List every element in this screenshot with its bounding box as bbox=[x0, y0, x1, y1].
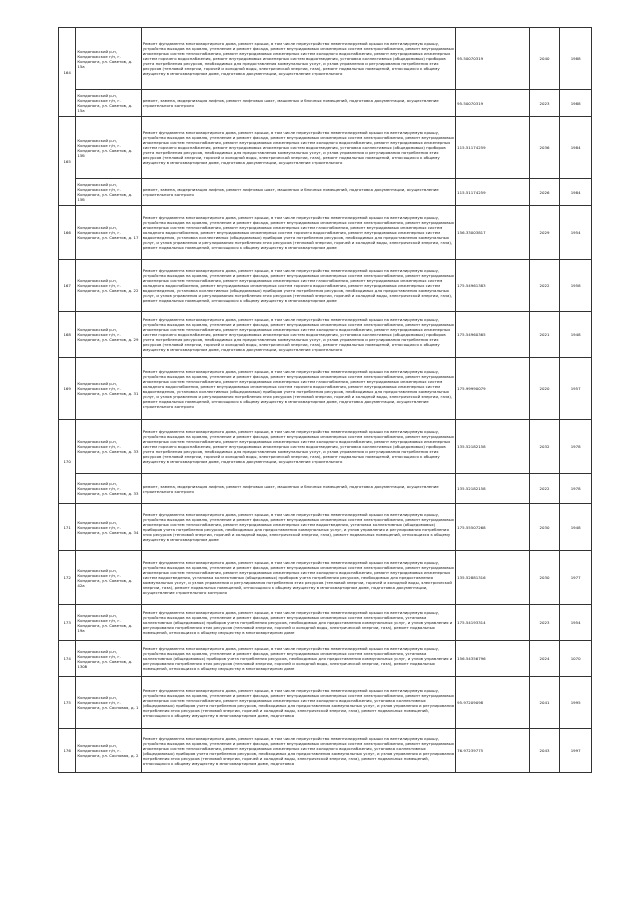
planned-year-cell-text: 2030 bbox=[539, 575, 550, 580]
address-cell bbox=[76, 179, 141, 206]
build-year-cell-text: 1948 bbox=[570, 524, 581, 530]
cost-cell-text: 156.33003817 bbox=[457, 230, 486, 235]
address-cell-text: Кондопожский р-н, Кондопожское г/п, г. Кондопога, ул. Советов, д. 17 bbox=[77, 225, 139, 240]
cost-cell-text: 175.99990079 bbox=[457, 386, 486, 391]
cost-cell-text: 175.54961383 bbox=[457, 283, 486, 288]
cost-cell bbox=[456, 90, 530, 117]
address-cell-text: Кондопожский р-н, Кондопожское г/п, г. Кондопога, ул. Советов, д. 31 bbox=[77, 381, 139, 396]
build-year-cell-text: 1984 bbox=[570, 145, 581, 150]
capital-repair-table bbox=[58, 27, 592, 773]
planned-year-cell bbox=[529, 605, 560, 641]
address-cell bbox=[76, 312, 141, 358]
work-description-cell-text: ремонт, замена, модернизация лифтов, ремонт лифтовых шахт, машинных и блочных помещений, подготовка документации, осуществление строительного контроля bbox=[142, 98, 439, 108]
work-description-cell bbox=[141, 206, 455, 260]
address-cell bbox=[76, 605, 141, 641]
build-year-cell bbox=[560, 677, 592, 729]
cost-cell-text: 115.51174259 bbox=[457, 145, 486, 150]
build-year-cell bbox=[560, 420, 592, 474]
work-description-cell bbox=[141, 551, 455, 605]
planned-year-cell-text: 2032 bbox=[539, 444, 550, 449]
table-row bbox=[59, 179, 592, 206]
cost-cell bbox=[456, 641, 530, 677]
work-description-cell-text: Ремонт фундамента многоквартирного дома, ремонт крыши, в том числе переустройство невентилируемой крыши на вентилируемую крышу, устройство выходов на кровлю, утепление и ремонт фасада, ремонт внутридомовых инженерных систем электроснабжения, ремонт внутридомовых инженерных систем теплоснабжения, ремонт внутридомовых инженерных систем холодного водоснабжения, ремонт внутридомовых инженерных систем горячего водоснабжения, ремонт внутридомовых инженерных систем водоотведения, установка коллективных (общедомовых) приборов учета потребления ресурсов, необходимых для предоставления коммунальных услуг, и узлов управления и регулирования потребления этих ресурсов (тепловой энергии, горячей и холодной воды, электрической энергии, газа), ремонт подвальных помещений, относящихся к общему имуществу в многоквартирном доме, подготовка документации, осуществление строительного bbox=[142, 317, 454, 352]
planned-year-cell bbox=[529, 28, 560, 90]
cost-cell-text: 156.54356796 bbox=[457, 656, 486, 661]
row-number-cell: 176 bbox=[59, 729, 76, 773]
address-cell-text: Кондопожский р-н, Кондопожское г/п, г. Кондопога, ул. Советов, д. 29 bbox=[77, 327, 139, 342]
planned-year-cell bbox=[529, 312, 560, 358]
cost-cell bbox=[456, 206, 530, 260]
table-row bbox=[59, 641, 592, 677]
build-year-cell bbox=[560, 90, 592, 117]
cost-cell-text: 135.52182158 bbox=[457, 486, 486, 491]
build-year-cell bbox=[560, 312, 592, 358]
cost-cell bbox=[456, 729, 530, 773]
row-number-cell: 167 bbox=[59, 260, 76, 312]
cost-cell bbox=[456, 605, 530, 641]
build-year-cell bbox=[560, 605, 592, 641]
planned-year-cell-text: 2043 bbox=[539, 748, 550, 753]
row-number-cell: 173 bbox=[59, 605, 76, 641]
cost-cell-text: 76.97239775 bbox=[457, 748, 484, 753]
work-description-cell bbox=[141, 90, 455, 117]
work-description-cell bbox=[141, 312, 455, 358]
cost-cell bbox=[456, 117, 530, 179]
planned-year-cell bbox=[529, 504, 560, 551]
work-description-cell bbox=[141, 641, 455, 677]
cost-cell-text: 95.50070319 bbox=[457, 100, 484, 106]
address-cell-text: Кондопожский р-н, Кондопожское г/п, г. Кондопога, ул. Советов, д. 33 bbox=[77, 481, 139, 496]
address-cell-text: Кондопожский р-н, Кондопожское г/п, г. Кондопога, ул. Советов, д. 22 bbox=[77, 278, 139, 293]
build-year-cell bbox=[560, 358, 592, 420]
row-number-cell: 175 bbox=[59, 677, 76, 729]
address-cell bbox=[76, 677, 141, 729]
table-body bbox=[59, 28, 592, 773]
work-description-cell-text: Ремонт фундамента многоквартирного дома, ремонт крыши, в том числе переустройство невентилируемой крыши на вентилируемую крышу, устройство выходов на кровлю, утепление и ремонт фасада, ремонт внутридомовых инженерных систем электроснабжения, ремонт внутридомовых инженерных систем теплоснабжения, ремонт внутридомовых инженерных систем холодного водоснабжения, ремонт внутридомовых инженерных систем горячего водоснабжения, ремонт внутридомовых инженерных систем водоотведения, установка коллективных (общедомовых) приборов учета потребления ресурсов, необходимых для предоставления коммунальных услуг, и узлов управления и регулирования потребления этих ресурсов (тепловой энергии, горячей и холодной воды, электрической энергии, газа), ремонт подвальных помещений, относящихся к общему имуществу в многоквартирном доме, подготовка документации, осуществление строительного bbox=[142, 130, 454, 165]
build-year-cell-text: 1995 bbox=[570, 700, 581, 705]
work-description-cell-text: Ремонт фундамента многоквартирного дома, ремонт крыши, в том числе переустройство невентилируемой крыши на вентилируемую крышу, устройство выходов на кровлю, утепление и ремонт фасада, ремонт внутридомовых инженерных систем электроснабжения, ремонт внутридомовых инженерных систем теплоснабжения, ремонт внутридомовых инженерных систем газоснабжения, ремонт внутридомовых инженерных систем холодного водоснабжения, ремонт внутридомовых инженерных систем горячего водоснабжения, ремонт внутридомовых инженерных систем водоотведения, установка коллективных (общедомовых) приборов учета потребления ресурсов, необходимых для предоставления коммунальных услуг, и узлов управления и регулирования потребления этих ресурсов (тепловой энергии, горячей и холодной воды, электрической энергии, газа), ремонт подвальных помещений, относящихся к общему имуществу в многоквартирном доме, подготовка документации, осуществление строительного контроля bbox=[142, 368, 454, 409]
address-cell-text: Кондопожский р-н, Кондопожское г/п, г. Кондопога, ул. Советов, д. 130б bbox=[77, 648, 133, 669]
address-cell bbox=[76, 117, 141, 179]
work-description-cell bbox=[141, 677, 455, 729]
address-cell-text: Кондопожский р-н, Кондопожское г/п, г. Кондопога, ул. Советов, д. 33 bbox=[77, 439, 139, 454]
work-description-cell bbox=[141, 420, 455, 474]
address-cell bbox=[76, 358, 141, 420]
cost-cell-text: 175.54960365 bbox=[457, 332, 486, 337]
work-description-cell-text: ремонт, замена, модернизация лифтов, ремонт лифтовых шахт, машинных и блочных помещений, подготовка документации, осуществление строительного контроля bbox=[142, 483, 439, 494]
planned-year-cell-text: 2029 bbox=[539, 230, 550, 235]
work-description-cell-text: Ремонт фундамента многоквартирного дома, ремонт крыши, в том числе переустройство невентилируемой крыши на вентилируемую крышу, устройство выходов на кровлю, утепление и ремонт фасада, ремонт внутридомовых инженерных систем электроснабжения, ремонт внутридомовых инженерных систем теплоснабжения, ремонт внутридомовых инженерных систем холодного водоснабжения, ремонт внутридомовых инженерных систем водоотведения, установка коллективных (общедомовых) приборов учета потребления ресурсов, необходимых для предоставления коммунальных услуг, и узлов управления и регулирования потребления этих ресурсов (тепловой энергии, горячей и холодной воды, электрической энергии, газа), ремонт подвальных помещений, относящихся к общему имуществу в многоквартирном доме, подготовка документации, осуществление строительного контроля bbox=[142, 560, 454, 595]
row-number-cell: 166 bbox=[59, 206, 76, 260]
build-year-cell-text: 1948 bbox=[570, 332, 581, 337]
work-description-cell-text: Ремонт фундамента многоквартирного дома, ремонт крыши, в том числе переустройство невентилируемой крыши на вентилируемую крышу, устройство выходов на кровлю, утепление и ремонт фасада, ремонт внутридомовых инженерных систем электроснабжения, установка коллективных (общедомовых) приборов учета потребления ресурсов, необходимых для предоставления коммунальных услуг, и узлов управления и регулирования потребления этих ресурсов (тепловой энергии, горячей и холодной воды, электрической энергии, газа), ремонт подвальных помещений, относящихся к общему имуществу в многоквартирном доме bbox=[142, 610, 453, 635]
address-cell bbox=[76, 551, 141, 605]
work-description-cell-text: Ремонт фундамента многоквартирного дома, ремонт крыши, в том числе переустройство невентилируемой крыши на вентилируемую крышу, устройство выходов на кровлю, утепление и ремонт фасада, ремонт внутридомовых инженерных систем электроснабжения, установка коллективных (общедомовых) приборов учета потребления ресурсов, необходимых для предоставления коммунальных услуг, и узлов управления и регулирования потребления этих ресурсов (тепловой энергии, горячей и холодной воды, электрической энергии, газа), ремонт подвальных помещений, относящихся к общему имуществу в многоквартирном доме bbox=[142, 646, 453, 671]
work-description-cell-text: Ремонт фундамента многоквартирного дома, ремонт крыши, в том числе переустройство невентилируемой крыши на вентилируемую крышу, устройство выходов на кровлю, утепление и ремонт фасада, ремонт внутридомовых инженерных систем электроснабжения, ремонт внутридомовых инженерных систем теплоснабжения, ремонт внутридомовых инженерных систем газоснабжения, ремонт внутридомовых инженерных систем холодного водоснабжения, ремонт внутридомовых инженерных систем горячего водоснабжения, ремонт внутридомовых инженерных систем водоотведения, установка коллективных (общедомовых) приборов учета потребления ресурсов, необходимых для предоставления коммунальных услуг, и узлов управления и регулирования потребления этих ресурсов (тепловой энергии, горячей и холодной воды, электрической энергии, газа), ремонт подвальных помещений, относящихся к общему имуществу в многоквартирном доме bbox=[142, 215, 454, 250]
address-cell bbox=[76, 504, 141, 551]
address-cell bbox=[76, 420, 141, 474]
work-description-cell-text: Ремонт фундамента многоквартирного дома, ремонт крыши, в том числе переустройство невентилируемой крыши на вентилируемую крышу, устройство выходов на кровлю, утепление и ремонт фасада, ремонт внутридомовых инженерных систем электроснабжения, ремонт внутридомовых инженерных систем теплоснабжения, ремонт внутридомовых инженерных систем водоотведения, установка коллективных (общедомовых) приборов учета потребления ресурсов, необходимых для предоставления коммунальных услуг, и узлов управления и регулирования потребления этих ресурсов (тепловой энергии, горячей и холодной воды, электрической энергии, газа), ремонт подвальных помещений, относящихся к общему имуществу в многоквартирном доме bbox=[142, 512, 454, 542]
address-cell-text: Кондопожский р-н, Кондопожское г/п, г. Кондопога, ул. Советов, д. 19а bbox=[77, 612, 133, 633]
cost-cell bbox=[456, 420, 530, 474]
build-year-cell-text: 1954 bbox=[570, 620, 581, 625]
planned-year-cell-text: 2036 bbox=[539, 145, 550, 150]
cost-cell bbox=[456, 179, 530, 206]
cost-cell bbox=[456, 504, 530, 551]
planned-year-cell-text: 2023 bbox=[539, 100, 550, 106]
build-year-cell-text: 1997 bbox=[570, 748, 581, 753]
table-row bbox=[59, 504, 592, 551]
table-row bbox=[59, 551, 592, 605]
planned-year-cell-text: 2022 bbox=[539, 283, 550, 288]
work-description-cell bbox=[141, 358, 455, 420]
build-year-cell-text: 1958 bbox=[570, 283, 581, 288]
build-year-cell-text: 1070 bbox=[570, 656, 581, 661]
cost-cell bbox=[456, 28, 530, 90]
build-year-cell bbox=[560, 260, 592, 312]
build-year-cell bbox=[560, 206, 592, 260]
build-year-cell-text: 1954 bbox=[570, 230, 581, 235]
table-row bbox=[59, 677, 592, 729]
table-row bbox=[59, 358, 592, 420]
table-row bbox=[59, 420, 592, 474]
work-description-cell-text: Ремонт фундамента многоквартирного дома, ремонт крыши, в том числе переустройство невентилируемой крыши на вентилируемую крышу, устройство выходов на кровлю, утепление и ремонт фасада, ремонт внутридомовых инженерных систем электроснабжения, ремонт внутридомовых инженерных систем теплоснабжения, ремонт внутридомовых инженерных систем холодного водоснабжения, ремонт внутридомовых инженерных систем горячего водоснабжения, ремонт внутридомовых инженерных систем водоотведения, установка коллективных (общедомовых) приборов учета потребления ресурсов, необходимых для предоставления коммунальных услуг, и узлов управления и регулирования потребления этих ресурсов (тепловой энергии, горячей и холодной воды, электрической энергии, газа), ремонт подвальных помещений, относящихся к общему имуществу в многоквартирном доме, подготовка документации, осуществление строительного bbox=[142, 41, 454, 76]
address-cell bbox=[76, 206, 141, 260]
address-cell-text: Кондопожский р-н, Кондопожское г/п, г. Кондопога, ул. Советов, д. 15б bbox=[77, 137, 133, 158]
build-year-cell bbox=[560, 28, 592, 90]
address-cell-text: Кондопожский р-н, Кондопожское г/п, г. Кондопога, ул. Советов, д. 15а bbox=[77, 93, 133, 113]
build-year-cell bbox=[560, 551, 592, 605]
table-row bbox=[59, 260, 592, 312]
address-cell-text: Кондопожский р-н, Кондопожское г/п, г. Кондопога, ул. Советов, д. 15а bbox=[77, 48, 133, 69]
planned-year-cell-text: 2024 bbox=[539, 656, 550, 661]
build-year-cell bbox=[560, 729, 592, 773]
cost-cell bbox=[456, 551, 530, 605]
cost-cell bbox=[456, 677, 530, 729]
row-number-cell: 169 bbox=[59, 358, 76, 420]
row-number-cell: 171 bbox=[59, 504, 76, 551]
planned-year-cell bbox=[529, 117, 560, 179]
planned-year-cell-text: 2026 bbox=[539, 189, 550, 195]
cost-cell-text: 135.52182158 bbox=[457, 444, 486, 449]
address-cell-text: Кондопожский р-н, Кондопожское г/п, г. Кондопога, ул. Сосновая, д. 1 bbox=[77, 695, 139, 710]
row-number-cell: 172 bbox=[59, 551, 76, 605]
cost-cell bbox=[456, 312, 530, 358]
work-description-cell-text: Ремонт фундамента многоквартирного дома, ремонт крыши, в том числе переустройство невентилируемой крыши на вентилируемую крышу, устройство выходов на кровлю, утепление и ремонт фасада, ремонт внутридомовых инженерных систем электроснабжения, ремонт внутридомовых инженерных систем теплоснабжения, ремонт внутридомовых инженерных систем холодного водоснабжения, ремонт внутридомовых инженерных систем горячего водоснабжения, ремонт внутридомовых инженерных систем водоотведения, установка коллективных (общедомовых) приборов учета потребления ресурсов, необходимых для предоставления коммунальных услуг, и узлов управления и регулирования потребления этих ресурсов (тепловой энергии, горячей и холодной воды, электрической энергии, газа), ремонт подвальных помещений, относящихся к общему имуществу в многоквартирном доме, подготовка документации, осуществление строительного bbox=[142, 429, 454, 464]
address-cell-text: Кондопожский р-н, Кондопожское г/п, г. Кондопога, ул. Сосновая, д. 2 bbox=[77, 743, 139, 758]
address-cell-text: Кондопожский р-н, Кондопожское г/п, г. Кондопога, ул. Советов, д. 15б bbox=[77, 182, 133, 202]
work-description-cell bbox=[141, 260, 455, 312]
planned-year-cell bbox=[529, 641, 560, 677]
cost-cell-text: 115.51174259 bbox=[457, 189, 486, 195]
planned-year-cell bbox=[529, 420, 560, 474]
address-cell bbox=[76, 260, 141, 312]
build-year-cell-text: 1957 bbox=[570, 386, 581, 391]
work-description-cell bbox=[141, 179, 455, 206]
planned-year-cell-text: 2030 bbox=[539, 524, 550, 530]
cost-cell-text: 95.50070319 bbox=[457, 56, 484, 61]
address-cell-text: Кондопожский р-н, Кондопожское г/п, г. Кондопога, ул. Советов, д. 42а bbox=[77, 567, 133, 588]
row-number-cell: 164 bbox=[59, 28, 76, 117]
planned-year-cell-text: 2023 bbox=[539, 620, 550, 625]
row-number-cell: 165 bbox=[59, 117, 76, 206]
work-description-cell bbox=[141, 117, 455, 179]
address-cell bbox=[76, 641, 141, 677]
work-description-cell bbox=[141, 504, 455, 551]
table-row bbox=[59, 28, 592, 90]
work-description-cell-text: Ремонт фундамента многоквартирного дома, ремонт крыши, в том числе переустройство невентилируемой крыши на вентилируемую крышу, устройство выходов на кровлю, утепление и ремонт фасада, ремонт внутридомовых инженерных систем электроснабжения, ремонт внутридомовых инженерных систем теплоснабжения, ремонт внутридомовых инженерных систем холодного водоснабжения, установка коллективных (общедомовых) приборов учета потребления ресурсов, необходимых для предоставления коммунальных услуг, и узлов управления и регулирования потребления этих ресурсов (тепловой энергии, горячей и холодной воды, электрической энергии, газа), ремонт подвальных помещений, относящихся к общему имуществу в многоквартирном доме, подготовка bbox=[142, 687, 454, 718]
planned-year-cell bbox=[529, 358, 560, 420]
cost-cell-text: 95.97209098 bbox=[457, 700, 484, 705]
planned-year-cell-text: 2020 bbox=[539, 386, 550, 391]
row-number-cell: 174 bbox=[59, 641, 76, 677]
work-description-cell bbox=[141, 28, 455, 90]
planned-year-cell bbox=[529, 260, 560, 312]
work-description-cell bbox=[141, 474, 455, 504]
cost-cell bbox=[456, 260, 530, 312]
address-cell bbox=[76, 90, 141, 117]
build-year-cell-text: 1984 bbox=[570, 189, 581, 195]
planned-year-cell bbox=[529, 474, 560, 504]
build-year-cell-text: 1978 bbox=[570, 444, 581, 449]
planned-year-cell bbox=[529, 729, 560, 773]
planned-year-cell-text: 2022 bbox=[539, 486, 550, 491]
build-year-cell bbox=[560, 504, 592, 551]
table-row bbox=[59, 206, 592, 260]
planned-year-cell bbox=[529, 179, 560, 206]
work-description-cell bbox=[141, 729, 455, 773]
build-year-cell-text: 1977 bbox=[570, 575, 581, 580]
build-year-cell bbox=[560, 179, 592, 206]
planned-year-cell bbox=[529, 206, 560, 260]
address-cell bbox=[76, 729, 141, 773]
table-row bbox=[59, 605, 592, 641]
address-cell bbox=[76, 28, 141, 90]
table-row bbox=[59, 729, 592, 773]
row-number-cell: 168 bbox=[59, 312, 76, 358]
planned-year-cell bbox=[529, 677, 560, 729]
table-row bbox=[59, 117, 592, 179]
work-description-cell-text: Ремонт фундамента многоквартирного дома, ремонт крыши, в том числе переустройство невентилируемой крыши на вентилируемую крышу, устройство выходов на кровлю, утепление и ремонт фасада, ремонт внутридомовых инженерных систем электроснабжения, ремонт внутридомовых инженерных систем теплоснабжения, ремонт внутридомовых инженерных систем холодного водоснабжения, установка коллективных (общедомовых) приборов учета потребления ресурсов, необходимых для предоставления коммунальных услуг, и узлов управления и регулирования потребления этих ресурсов (тепловой энергии, горячей и холодной воды, электрической энергии, газа), ремонт подвальных помещений, относящихся к общему имуществу в многоквартирном доме, подготовка bbox=[142, 735, 454, 766]
cost-cell bbox=[456, 358, 530, 420]
address-cell-text: Кондопожский р-н, Кондопожское г/п, г. Кондопога, ул. Советов, д. 34 bbox=[77, 519, 139, 535]
work-description-cell-text: Ремонт фундамента многоквартирного дома, ремонт крыши, в том числе переустройство невентилируемой крыши на вентилируемую крышу, устройство выходов на кровлю, утепление и ремонт фасада, ремонт внутридомовых инженерных систем электроснабжения, ремонт внутридомовых инженерных систем теплоснабжения, ремонт внутридомовых инженерных систем газоснабжения, ремонт внутридомовых инженерных систем холодного водоснабжения, ремонт внутридомовых инженерных систем горячего водоснабжения, ремонт внутридомовых инженерных систем водоотведения, установка коллективных (общедомовых) приборов учета потребления ресурсов, необходимых для предоставления коммунальных услуг, и узлов управления и регулирования потребления этих ресурсов (тепловой энергии, горячей и холодной воды, электрической энергии, газа), ремонт подвальных помещений, относящихся к общему имуществу в многоквартирном доме bbox=[142, 268, 454, 303]
cost-cell-text: 175.54193314 bbox=[457, 620, 486, 625]
build-year-cell bbox=[560, 474, 592, 504]
table-row bbox=[59, 312, 592, 358]
build-year-cell-text: 1988 bbox=[570, 56, 581, 61]
planned-year-cell-text: 2041 bbox=[539, 700, 550, 705]
cost-cell bbox=[456, 474, 530, 504]
planned-year-cell-text: 2040 bbox=[539, 56, 550, 61]
build-year-cell-text: 1988 bbox=[570, 100, 581, 106]
table-row bbox=[59, 474, 592, 504]
planned-year-cell bbox=[529, 551, 560, 605]
address-cell bbox=[76, 474, 141, 504]
build-year-cell-text: 1978 bbox=[570, 486, 581, 491]
planned-year-cell bbox=[529, 90, 560, 117]
cost-cell-text: 175.55507268 bbox=[457, 524, 486, 530]
build-year-cell bbox=[560, 641, 592, 677]
planned-year-cell-text: 2021 bbox=[539, 332, 550, 337]
build-year-cell bbox=[560, 117, 592, 179]
cost-cell-text: 135.52881316 bbox=[457, 575, 486, 580]
work-description-cell-text: ремонт, замена, модернизация лифтов, ремонт лифтовых шахт, машинных и блочных помещений, подготовка документации, осуществление строительного контроля bbox=[142, 187, 439, 197]
table-row bbox=[59, 90, 592, 117]
work-description-cell bbox=[141, 605, 455, 641]
row-number-cell: 170 bbox=[59, 420, 76, 504]
